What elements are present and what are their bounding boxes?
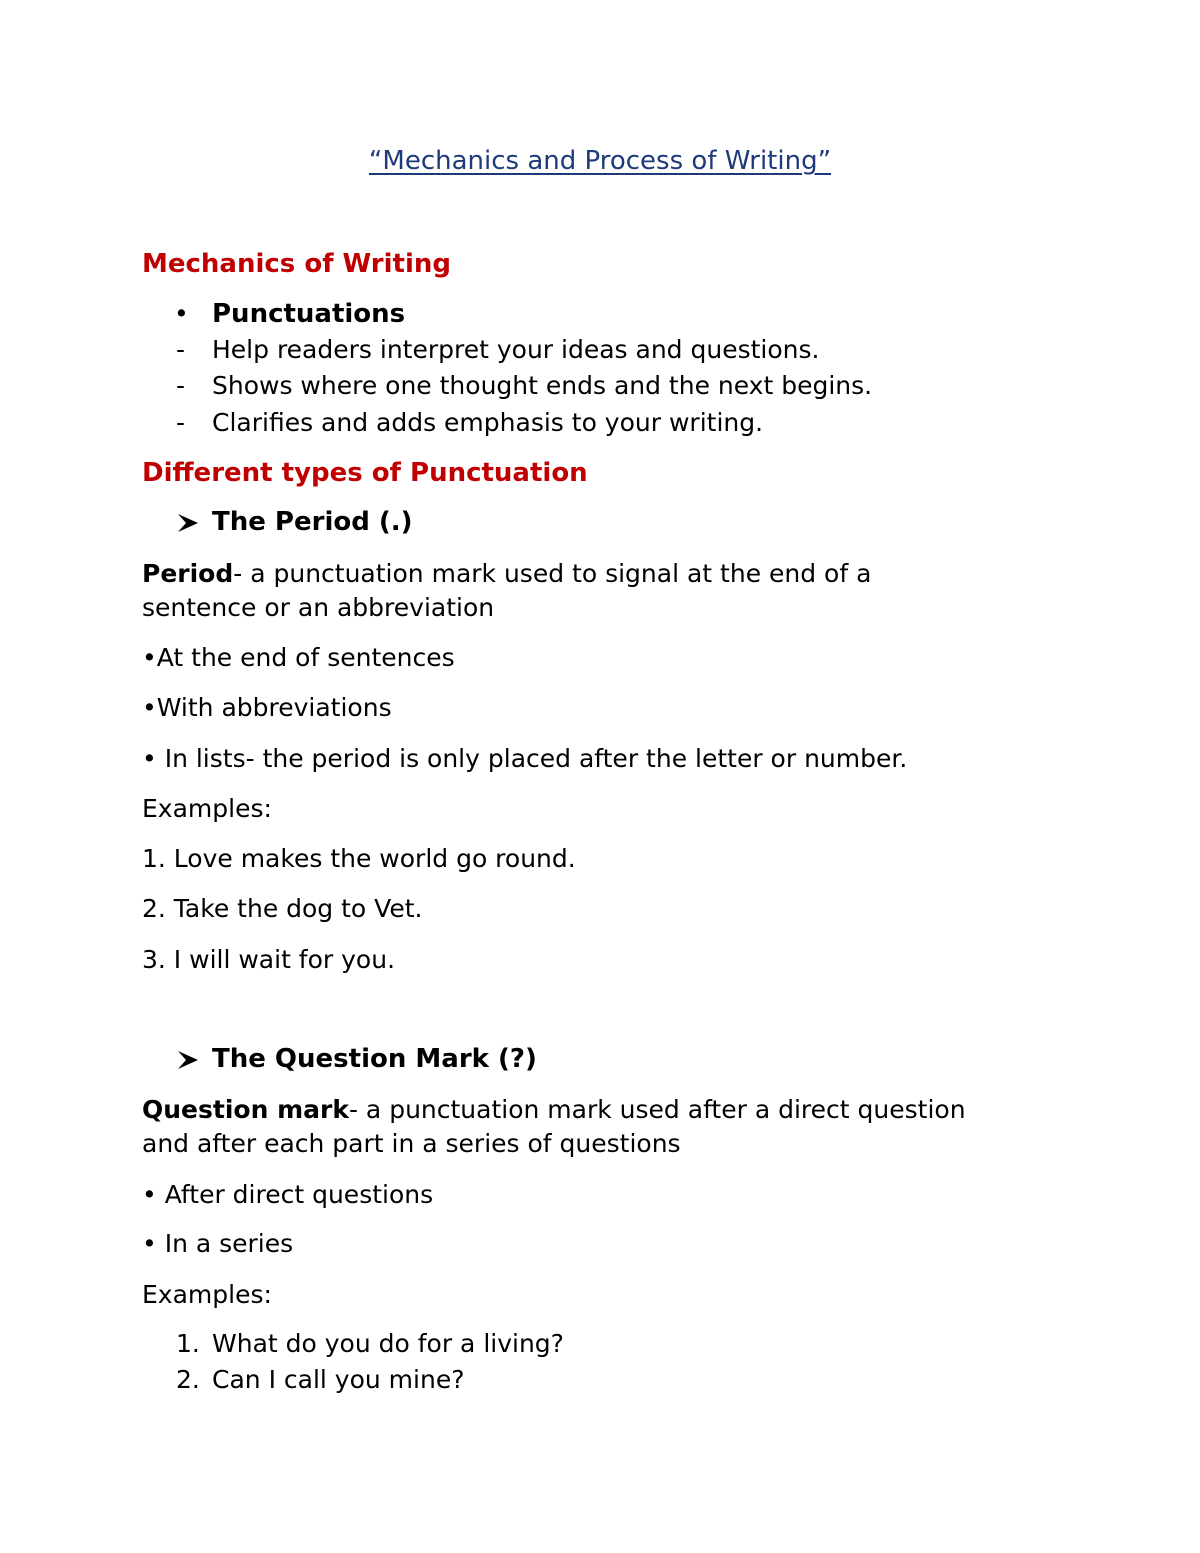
- arrowhead-bullet-icon: [176, 1049, 202, 1071]
- period-use-item: •With abbreviations: [142, 693, 392, 722]
- dash-marker: -: [176, 408, 186, 437]
- period-use-item: •At the end of sentences: [142, 643, 455, 672]
- section-heading-mechanics: Mechanics of Writing: [142, 249, 451, 279]
- dash-marker: -: [176, 371, 186, 400]
- period-definition-line1: [142, 561, 871, 586]
- example-text: What do you do for a living?: [212, 1329, 564, 1358]
- period-use-item: • In lists- the period is only placed after the letter or number.: [142, 744, 908, 773]
- question-use-item: • After direct questions: [142, 1180, 434, 1209]
- dash-marker: -: [176, 335, 186, 364]
- section-heading-types: Different types of Punctuation: [142, 458, 588, 488]
- question-definition-rest: - a punctuation mark used after a direct question: [348, 1095, 966, 1124]
- period-example-item: 3. I will wait for you.: [142, 945, 396, 974]
- example-text: Can I call you mine?: [212, 1365, 465, 1394]
- period-example-item: 2. Take the dog to Vet.: [142, 894, 423, 923]
- period-example-item: 1. Love makes the world go round.: [142, 844, 576, 873]
- period-definition-line2: sentence or an abbreviation: [142, 593, 495, 622]
- period-definition-rest: - a punctuation mark used to signal at the end of a: [233, 559, 872, 588]
- subheading-question-mark-text: The Question Mark (?): [212, 1044, 537, 1074]
- page-title: “Mechanics and Process of Writing”: [368, 146, 832, 176]
- arrowhead-bullet-icon: [176, 512, 202, 534]
- period-examples-label: Examples:: [142, 794, 272, 823]
- dash-item-text: Help readers interpret your ideas and questions.: [212, 335, 820, 364]
- question-term: Question mark: [142, 1095, 349, 1124]
- bullet-label: Punctuations: [212, 299, 406, 329]
- question-definition-line1: [142, 1097, 966, 1122]
- question-examples-label: Examples:: [142, 1280, 272, 1309]
- example-number: 1.: [176, 1329, 200, 1358]
- bullet-marker: •: [174, 299, 189, 328]
- example-number: 2.: [176, 1365, 200, 1394]
- dash-item-text: Shows where one thought ends and the next begins.: [212, 371, 873, 400]
- dash-item-text: Clarifies and adds emphasis to your writing.: [212, 408, 764, 437]
- period-term: Period: [142, 559, 234, 588]
- question-definition-line2: and after each part in a series of questions: [142, 1129, 681, 1158]
- subheading-period-text: The Period (.): [212, 507, 413, 537]
- question-use-item: • In a series: [142, 1229, 294, 1258]
